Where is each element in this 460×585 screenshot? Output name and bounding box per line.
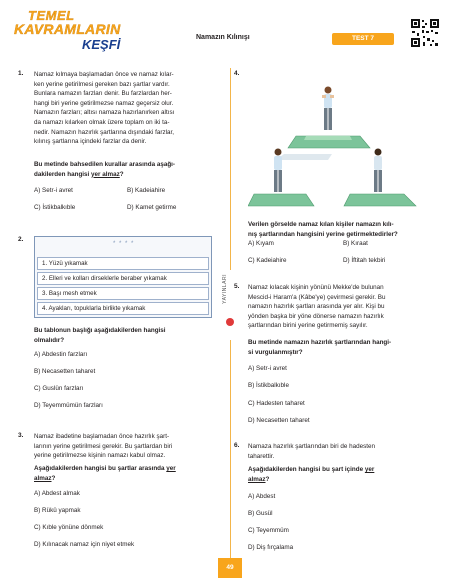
question-2-stem [34,326,224,345]
question-5-stem [248,338,448,357]
stem-line [248,465,448,475]
q1-option-b[interactable]: B) Kadeiahire [127,187,166,194]
stem-line [34,170,224,180]
stem-line: olmalıdır? [34,336,65,344]
stem-line [34,464,224,474]
question-3-passage [34,432,224,461]
q2-option-d[interactable]: D) Teyemmümün farzları [34,402,103,409]
passage-line: Namaz kılacak kişinin yönünü Mekke'de bulunan [248,284,384,291]
q5-option-c[interactable]: C) Hadesten taharet [248,400,305,407]
passage-line: Namaz kılmaya başlamadan önce ve namaz kılar- [34,71,174,78]
q1-option-c[interactable]: C) İstikbalkıble [34,204,76,211]
stem-underlined: yer [364,466,375,473]
passage-line: nedir. Namazın hazırlık şartlarına dışındaki farzlar, [34,128,174,136]
stem-line: nış şartlarından hangisini yerine getirmektedirler? [248,230,398,238]
passage-line: ken yerine getirilmesi gereken bazı şartlar vardır. [34,80,170,88]
stem-underlined: almaz [34,474,52,482]
q2-option-b[interactable]: B) Necasetten taharet [34,368,96,375]
question-2-number: 2. [18,236,24,243]
stem-line [34,474,224,484]
q1-option-d[interactable]: D) Kamet getirme [127,204,177,211]
logo-text-2: KAVRAMLARIN [14,21,121,37]
stem-text: dakilerden hangisi [34,170,92,178]
q1-option-a[interactable]: A) Setr-i avret [34,187,73,194]
passage-line: Bunlara namazın farzları denir. Bu farzlardan her- [34,90,172,98]
question-6-passage [248,442,448,461]
passage-line: yönden başka bir yöne dönerse namazın hazırlık [248,312,384,320]
passage-line: Namaza hazırlık şartlarından biri de hadesten [248,443,376,450]
q4-option-b[interactable]: B) Kıraat [343,240,368,247]
question-2-table [34,236,212,318]
stem-line: Verilen görselde namaz kılan kişiler namazın kılı- [248,221,394,228]
q4-option-d[interactable]: D) İftitah tekbiri [343,257,386,264]
question-3-number: 3. [18,432,24,439]
qr-code-icon [410,18,440,48]
q6-option-d[interactable]: D) Diş fırçalama [248,544,294,551]
test-badge: TEST 7 [332,33,394,45]
q3-option-b[interactable]: B) Rükû yapmak [34,507,81,514]
passage-line: namazın hazırlık şartları arasında yer alır. Kişi bu [248,303,385,311]
q3-option-d[interactable]: D) Kılınacak namaz için niyet etmek [34,541,135,548]
question-1-stem [34,160,224,179]
stem-line: Bu metinde bahsedilen kurallar arasında aşağı- [34,161,176,168]
q3-option-c[interactable]: C) Kıble yönüne dönmek [34,524,104,531]
passage-line: şartlarından birini yerine getirmemiş sayılır. [248,322,368,330]
q4-option-c[interactable]: C) Kadeiahire [248,257,287,264]
stem-line [248,475,448,485]
question-4-stem [248,220,448,239]
logo-text-1: TEMEL [28,8,75,23]
question-3-stem [34,464,224,483]
stem-underlined: almaz [248,475,266,483]
q5-option-d[interactable]: D) Necasetten taharet [248,417,310,424]
passage-line: Namaz ibadetine başlamadan önce hazırlık şart- [34,433,170,440]
passage-line: kılınış şartlarına içindeki farzlar da denir. [34,138,147,146]
stem-text: ? [265,475,270,483]
passage-line: yerine getirilmezse kişinin namazı kabul olmaz. [34,452,166,460]
stem-line: Bu tablonun başlığı aşağıdakilerden hangisi [34,327,166,334]
stem-line: si vurgulanmıştır? [248,348,303,356]
q3-option-a[interactable]: A) Abdest almak [34,490,80,497]
publisher-logo [12,8,120,60]
logo-text-3: KEŞFİ [82,37,121,52]
q6-option-a[interactable]: A) Abdest [248,493,276,500]
stem-text: ? [119,170,124,178]
stem-underlined: yer [166,465,176,472]
question-6-stem [248,465,448,484]
stem-underlined: yer almaz [91,170,120,178]
table-row: 2. Elleri ve kolları dirseklerle beraber yıkamak [37,272,209,285]
passage-line: hangi biri yerine getirilmezse namaz geçersiz olur. [34,99,174,107]
passage-line: taharettir. [248,452,275,460]
passage-line: Namazın farzları; altısı namaza hazırlanırken altısı [34,109,175,117]
question-5-passage [248,283,448,331]
q6-option-c[interactable]: C) Teyemmüm [248,527,289,534]
stem-text: Aşağıdakilerden hangisi bu şart içinde [248,466,365,473]
question-6-number: 6. [234,442,240,449]
table-header-stars: * * * * [113,241,135,247]
side-brand-text: YAYINLARI [222,274,228,304]
table-row: 1. Yüzü yıkamak [37,257,209,270]
stem-line: Bu metinde namazın hazırlık şartlarından hangi- [248,339,392,346]
question-1-number: 1. [18,70,24,77]
q2-option-a[interactable]: A) Abdestin farzları [34,351,88,358]
passage-line: da namazı kılarken olmak üzere toplam on iki ta- [34,118,170,126]
brand-mascot-icon [226,318,234,326]
q2-option-c[interactable]: C) Guslün farzları [34,385,84,392]
table-row: 3. Başı mesh etmek [37,287,209,300]
passage-line: Mescid-i Haram'a (Kâbe'ye) çevirmesi gerekir. Bu [248,293,386,301]
page-number: 49 [218,558,242,578]
q4-option-a[interactable]: A) Kıyam [248,240,274,247]
q5-option-b[interactable]: B) İstikbalkıble [248,382,289,389]
q6-option-b[interactable]: B) Gusül [248,510,273,517]
table-row: 4. Ayakları, topuklarla birlikte yıkamak [37,302,209,315]
stem-text: ? [51,474,56,482]
question-4-number: 4. [234,70,240,77]
question-1-passage [34,70,224,147]
prayer-illustration [248,82,418,212]
page-title: Namazın Kılınışı [196,34,250,41]
stem-text: Aşağıdakilerden hangisi bu şartlar arasında [34,465,167,472]
question-5-number: 5. [234,283,240,290]
q5-option-a[interactable]: A) Setr-i avret [248,365,287,372]
passage-line: larının yerine getirilmesi gerekir. Bu şartlardan biri [34,442,173,450]
